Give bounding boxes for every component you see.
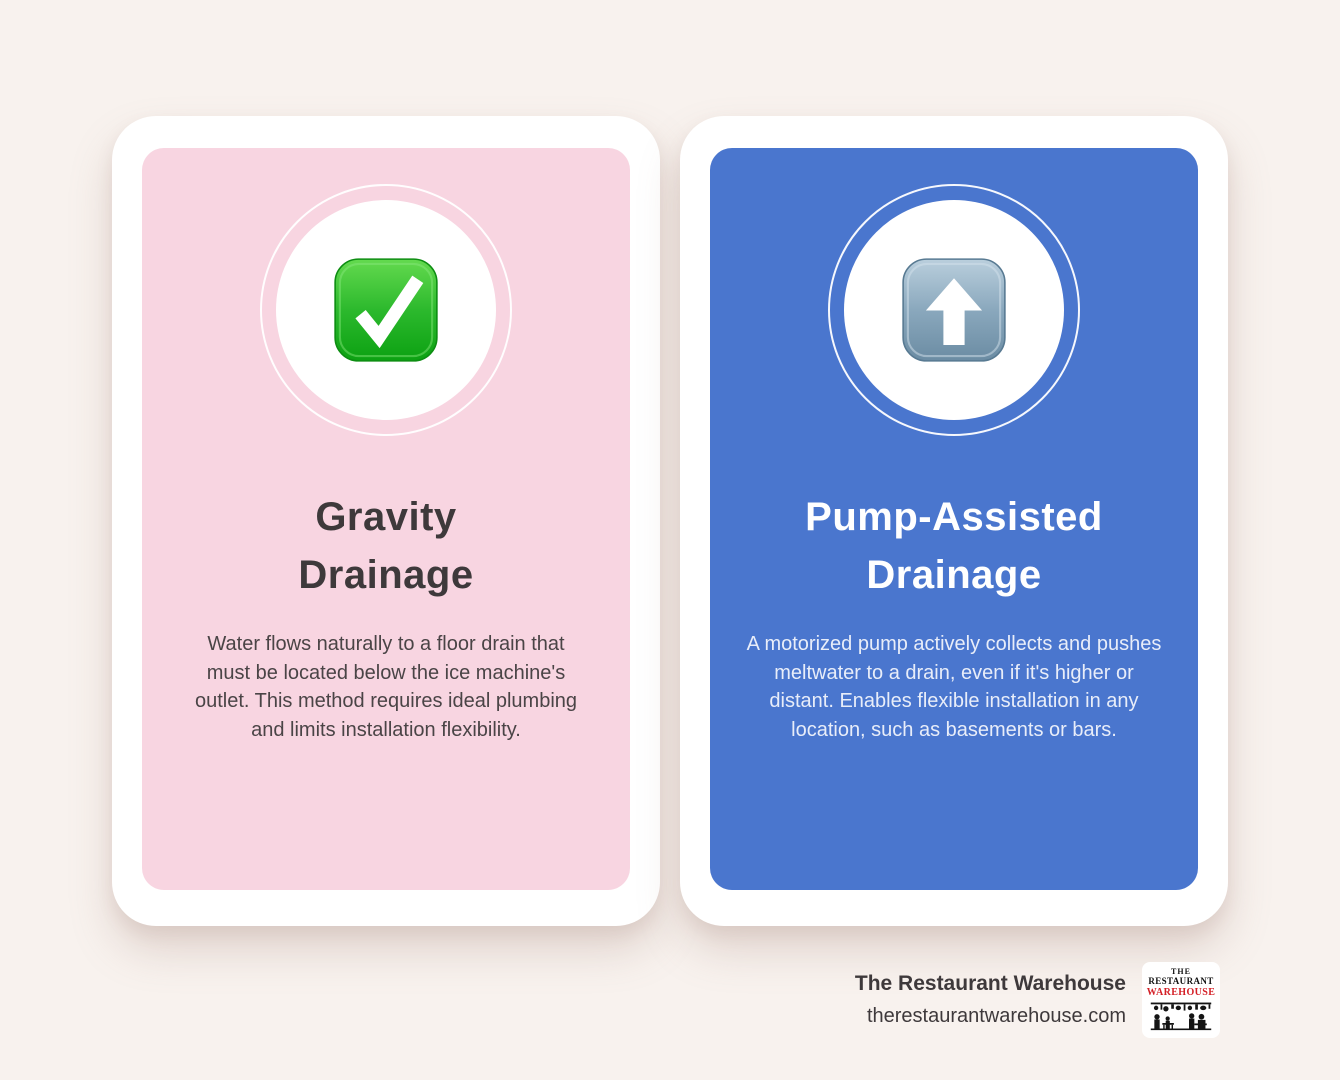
logo-text-restaurant: RESTAURANT	[1148, 976, 1214, 987]
icon-ring	[828, 184, 1080, 436]
pump-card-inner	[710, 148, 1198, 890]
brand-name: The Restaurant Warehouse	[854, 972, 1126, 995]
body-line: meltwater to a drain, even if it's higher or	[774, 661, 1134, 684]
body-line: location, such as basements or bars.	[791, 718, 1117, 741]
restaurant-silhouette-icon	[1148, 998, 1214, 1036]
pump-icon-area	[828, 184, 1080, 436]
title-line: Pump-Assisted	[805, 495, 1103, 539]
gravity-drainage-card	[112, 116, 660, 926]
footer	[855, 962, 1220, 1038]
gravity-card-body	[195, 630, 577, 744]
body-line: must be located below the ice machine's	[206, 661, 566, 684]
gravity-icon-area	[260, 184, 512, 436]
pump-card-body	[747, 630, 1162, 744]
gravity-card-inner	[142, 148, 630, 890]
website-url: therestaurantwarehouse.com	[866, 1005, 1126, 1027]
body-line: distant. Enables flexible installation in any	[769, 690, 1139, 713]
pump-assisted-drainage-card	[680, 116, 1228, 926]
body-line: Water flows naturally to a floor drain that	[207, 633, 565, 655]
title-line: Drainage	[866, 553, 1042, 597]
footer-text	[855, 972, 1126, 1028]
body-line: A motorized pump actively collects and pushes	[746, 633, 1162, 655]
title-line: Gravity	[315, 495, 457, 539]
logo-text-warehouse: WAREHOUSE	[1146, 986, 1216, 998]
body-line: and limits installation flexibility.	[251, 718, 521, 741]
icon-ring	[260, 184, 512, 436]
title-line: Drainage	[298, 553, 474, 597]
body-line: outlet. This method requires ideal plumbing	[194, 690, 578, 713]
pump-card-title	[805, 488, 1103, 604]
logo-text-the: THE	[1171, 967, 1191, 976]
gravity-card-title	[298, 488, 473, 604]
restaurant-warehouse-logo	[1142, 962, 1220, 1038]
